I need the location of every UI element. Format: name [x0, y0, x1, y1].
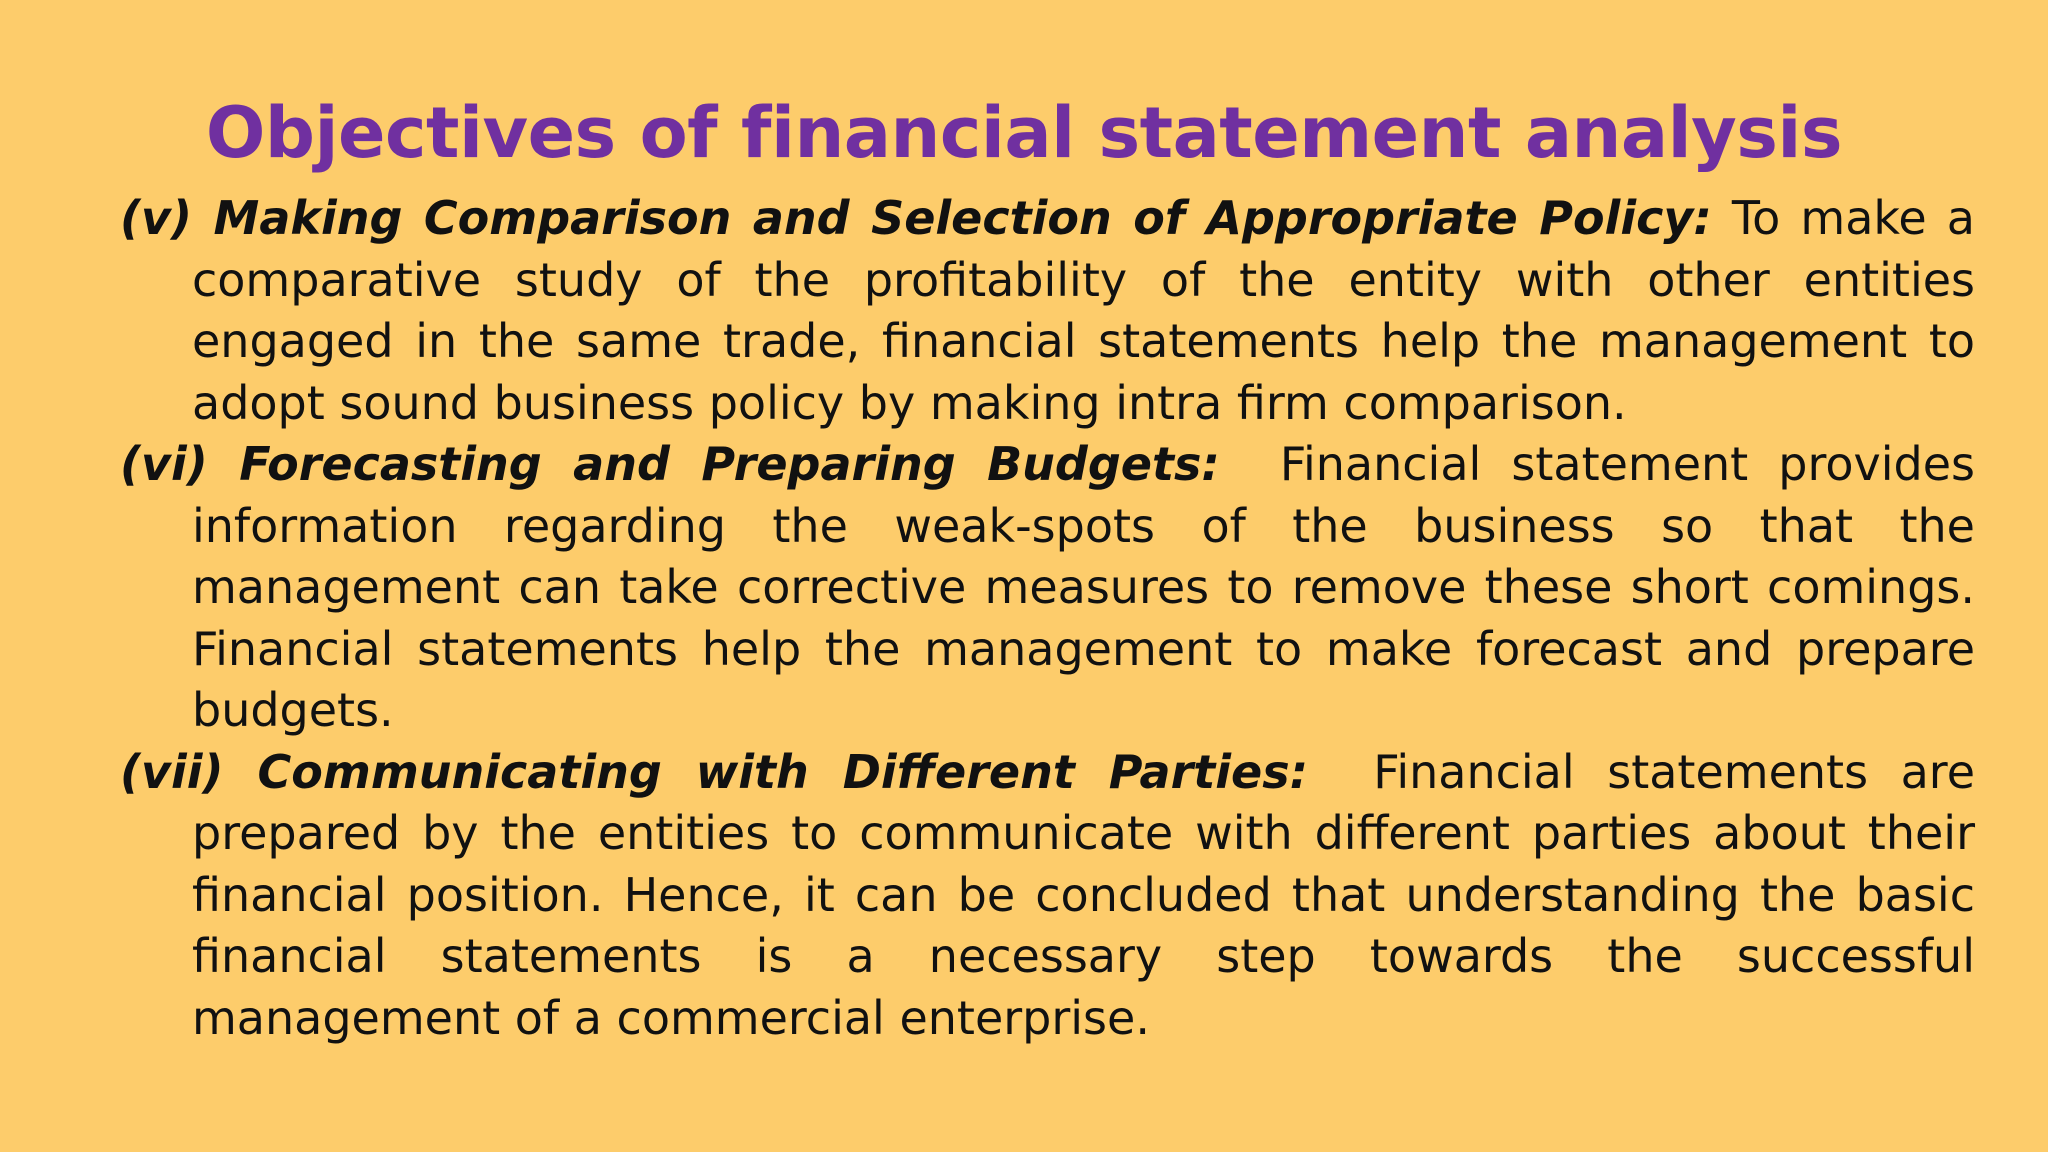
objective-body: To make a comparative study of the profitability of the entity with other entities engaged in the same trade, financial statements help the management to adopt sound business policy by making intra firm comparison.: [192, 191, 1975, 430]
objective-heading: (vi) Forecasting and Preparing Budgets:: [120, 437, 1220, 491]
objective-heading: (v) Making Comparison and Selection of Appropriate Policy:: [120, 191, 1712, 245]
objective-item: [120, 434, 1975, 742]
objective-item: [120, 188, 1975, 434]
slide-title: Objectives of financial statement analysis: [205, 92, 1843, 174]
objective-body: Financial statement provides information regarding the weak-spots of the business so that the management can take corrective measures to remove these short comings. Financial statements help the management to make forecast and prepare budgets.: [192, 437, 1975, 737]
objectives-list: [120, 188, 1975, 1049]
objective-heading: (vii) Communicating with Different Parties:: [120, 744, 1309, 799]
objective-item: [120, 742, 1975, 1050]
objective-body: Financial statements are prepared by the entities to communicate with different parties about their financial position. Hence, it can be concluded that understanding the basic financial statements is a necessary step towards the successful management of a commercial enterprise.: [192, 744, 1976, 1045]
